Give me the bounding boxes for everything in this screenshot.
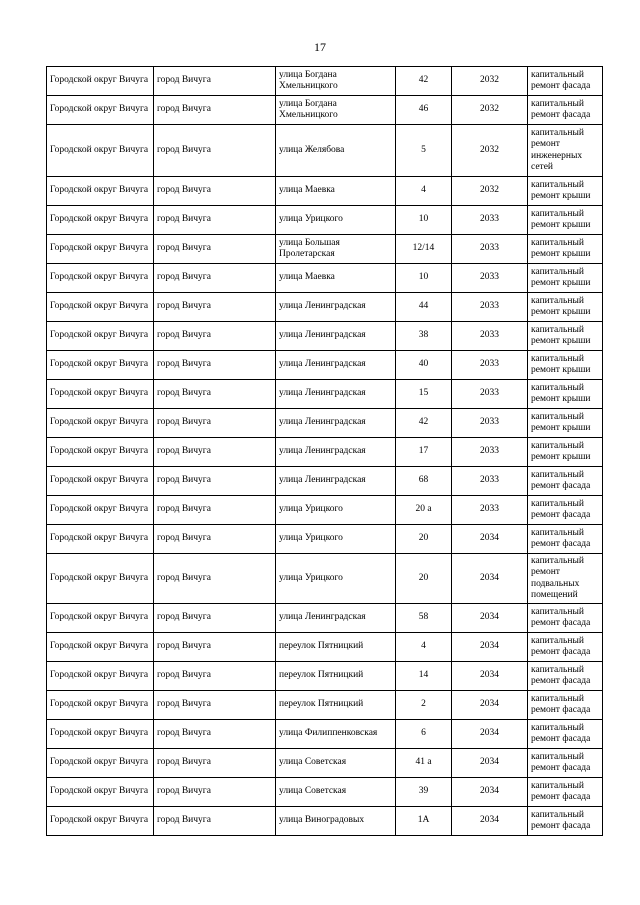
repair-schedule-table: [46, 66, 603, 836]
year-cell: 2034: [452, 720, 528, 749]
table-row: [47, 67, 603, 96]
year-cell: 2033: [452, 467, 528, 496]
house-number-cell: 42: [396, 67, 452, 96]
city-cell: город Вичуга: [154, 554, 276, 604]
city-cell: город Вичуга: [154, 351, 276, 380]
house-number-cell: 20: [396, 554, 452, 604]
table-row: [47, 554, 603, 604]
table-row: [47, 322, 603, 351]
work-type-cell: капитальный ремонт фасада: [528, 633, 603, 662]
house-number-cell: 4: [396, 177, 452, 206]
house-number-cell: 38: [396, 322, 452, 351]
house-number-cell: 12/14: [396, 235, 452, 264]
year-cell: 2034: [452, 554, 528, 604]
year-cell: 2033: [452, 380, 528, 409]
city-cell: город Вичуга: [154, 496, 276, 525]
table-row: [47, 662, 603, 691]
house-number-cell: 40: [396, 351, 452, 380]
municipality-cell: Городской округ Вичуга: [47, 778, 154, 807]
municipality-cell: Городской округ Вичуга: [47, 525, 154, 554]
house-number-cell: 10: [396, 206, 452, 235]
municipality-cell: Городской округ Вичуга: [47, 96, 154, 125]
municipality-cell: Городской округ Вичуга: [47, 206, 154, 235]
municipality-cell: Городской округ Вичуга: [47, 293, 154, 322]
street-cell: улица Советская: [276, 778, 396, 807]
table-row: [47, 778, 603, 807]
table-row: [47, 496, 603, 525]
street-cell: улица Ленинградская: [276, 438, 396, 467]
work-type-cell: капитальный ремонт крыши: [528, 293, 603, 322]
table-row: [47, 293, 603, 322]
house-number-cell: 20 а: [396, 496, 452, 525]
city-cell: город Вичуга: [154, 749, 276, 778]
city-cell: город Вичуга: [154, 604, 276, 633]
table-row: [47, 720, 603, 749]
street-cell: улица Ленинградская: [276, 467, 396, 496]
house-number-cell: 5: [396, 125, 452, 177]
city-cell: город Вичуга: [154, 409, 276, 438]
year-cell: 2033: [452, 409, 528, 438]
work-type-cell: капитальный ремонт крыши: [528, 235, 603, 264]
street-cell: улица Большая Пролетарская: [276, 235, 396, 264]
city-cell: город Вичуга: [154, 293, 276, 322]
city-cell: город Вичуга: [154, 67, 276, 96]
table-body: [47, 67, 603, 836]
work-type-cell: капитальный ремонт крыши: [528, 380, 603, 409]
house-number-cell: 6: [396, 720, 452, 749]
house-number-cell: 15: [396, 380, 452, 409]
street-cell: улица Советская: [276, 749, 396, 778]
table-row: [47, 264, 603, 293]
house-number-cell: 39: [396, 778, 452, 807]
work-type-cell: капитальный ремонт фасада: [528, 662, 603, 691]
municipality-cell: Городской округ Вичуга: [47, 322, 154, 351]
table-row: [47, 351, 603, 380]
street-cell: улица Ленинградская: [276, 409, 396, 438]
street-cell: улица Ленинградская: [276, 604, 396, 633]
year-cell: 2033: [452, 206, 528, 235]
work-type-cell: капитальный ремонт крыши: [528, 322, 603, 351]
work-type-cell: капитальный ремонт фасада: [528, 604, 603, 633]
city-cell: город Вичуга: [154, 691, 276, 720]
table-row: [47, 96, 603, 125]
street-cell: улица Филиппенковская: [276, 720, 396, 749]
work-type-cell: капитальный ремонт фасада: [528, 749, 603, 778]
municipality-cell: Городской округ Вичуга: [47, 438, 154, 467]
city-cell: город Вичуга: [154, 662, 276, 691]
municipality-cell: Городской округ Вичуга: [47, 67, 154, 96]
table-row: [47, 749, 603, 778]
table-row: [47, 235, 603, 264]
house-number-cell: 14: [396, 662, 452, 691]
municipality-cell: Городской округ Вичуга: [47, 749, 154, 778]
table-row: [47, 467, 603, 496]
work-type-cell: капитальный ремонт фасада: [528, 467, 603, 496]
house-number-cell: 1А: [396, 807, 452, 836]
work-type-cell: капитальный ремонт крыши: [528, 409, 603, 438]
house-number-cell: 4: [396, 633, 452, 662]
work-type-cell: капитальный ремонт фасада: [528, 496, 603, 525]
city-cell: город Вичуга: [154, 235, 276, 264]
year-cell: 2034: [452, 633, 528, 662]
table-row: [47, 409, 603, 438]
house-number-cell: 44: [396, 293, 452, 322]
street-cell: улица Виноградовых: [276, 807, 396, 836]
city-cell: город Вичуга: [154, 633, 276, 662]
street-cell: улица Маевка: [276, 264, 396, 293]
municipality-cell: Городской округ Вичуга: [47, 633, 154, 662]
table-row: [47, 807, 603, 836]
table-row: [47, 177, 603, 206]
city-cell: город Вичуга: [154, 380, 276, 409]
work-type-cell: капитальный ремонт фасада: [528, 807, 603, 836]
street-cell: переулок Пятницкий: [276, 691, 396, 720]
work-type-cell: капитальный ремонт инженерных сетей: [528, 125, 603, 177]
street-cell: улица Урицкого: [276, 525, 396, 554]
city-cell: город Вичуга: [154, 438, 276, 467]
house-number-cell: 2: [396, 691, 452, 720]
municipality-cell: Городской округ Вичуга: [47, 807, 154, 836]
year-cell: 2034: [452, 662, 528, 691]
house-number-cell: 46: [396, 96, 452, 125]
work-type-cell: капитальный ремонт крыши: [528, 206, 603, 235]
work-type-cell: капитальный ремонт крыши: [528, 351, 603, 380]
year-cell: 2032: [452, 67, 528, 96]
municipality-cell: Городской округ Вичуга: [47, 125, 154, 177]
street-cell: улица Ленинградская: [276, 351, 396, 380]
table-row: [47, 125, 603, 177]
page-number: 17: [314, 40, 326, 54]
street-cell: переулок Пятницкий: [276, 662, 396, 691]
municipality-cell: Городской округ Вичуга: [47, 662, 154, 691]
street-cell: улица Желябова: [276, 125, 396, 177]
table-row: [47, 604, 603, 633]
city-cell: город Вичуга: [154, 96, 276, 125]
city-cell: город Вичуга: [154, 525, 276, 554]
house-number-cell: 20: [396, 525, 452, 554]
year-cell: 2033: [452, 264, 528, 293]
work-type-cell: капитальный ремонт фасада: [528, 67, 603, 96]
municipality-cell: Городской округ Вичуга: [47, 264, 154, 293]
year-cell: 2033: [452, 438, 528, 467]
municipality-cell: Городской округ Вичуга: [47, 604, 154, 633]
municipality-cell: Городской округ Вичуга: [47, 177, 154, 206]
house-number-cell: 41 а: [396, 749, 452, 778]
year-cell: 2032: [452, 96, 528, 125]
work-type-cell: капитальный ремонт фасада: [528, 778, 603, 807]
municipality-cell: Городской округ Вичуга: [47, 351, 154, 380]
street-cell: улица Урицкого: [276, 554, 396, 604]
table-row: [47, 438, 603, 467]
municipality-cell: Городской округ Вичуга: [47, 720, 154, 749]
work-type-cell: капитальный ремонт крыши: [528, 264, 603, 293]
municipality-cell: Городской округ Вичуга: [47, 380, 154, 409]
house-number-cell: 10: [396, 264, 452, 293]
table-row: [47, 691, 603, 720]
street-cell: улица Богдана Хмельницкого: [276, 67, 396, 96]
year-cell: 2033: [452, 496, 528, 525]
house-number-cell: 17: [396, 438, 452, 467]
street-cell: переулок Пятницкий: [276, 633, 396, 662]
street-cell: улица Ленинградская: [276, 380, 396, 409]
street-cell: улица Ленинградская: [276, 293, 396, 322]
city-cell: город Вичуга: [154, 125, 276, 177]
table-row: [47, 380, 603, 409]
city-cell: город Вичуга: [154, 778, 276, 807]
municipality-cell: Городской округ Вичуга: [47, 554, 154, 604]
table-row: [47, 525, 603, 554]
work-type-cell: капитальный ремонт фасада: [528, 720, 603, 749]
city-cell: город Вичуга: [154, 264, 276, 293]
municipality-cell: Городской округ Вичуга: [47, 409, 154, 438]
work-type-cell: капитальный ремонт фасада: [528, 691, 603, 720]
municipality-cell: Городской округ Вичуга: [47, 691, 154, 720]
municipality-cell: Городской округ Вичуга: [47, 467, 154, 496]
year-cell: 2033: [452, 351, 528, 380]
municipality-cell: Городской округ Вичуга: [47, 496, 154, 525]
work-type-cell: капитальный ремонт фасада: [528, 525, 603, 554]
city-cell: город Вичуга: [154, 467, 276, 496]
year-cell: 2034: [452, 778, 528, 807]
house-number-cell: 68: [396, 467, 452, 496]
house-number-cell: 42: [396, 409, 452, 438]
year-cell: 2034: [452, 525, 528, 554]
year-cell: 2032: [452, 177, 528, 206]
year-cell: 2034: [452, 749, 528, 778]
municipality-cell: Городской округ Вичуга: [47, 235, 154, 264]
street-cell: улица Богдана Хмельницкого: [276, 96, 396, 125]
house-number-cell: 58: [396, 604, 452, 633]
city-cell: город Вичуга: [154, 206, 276, 235]
year-cell: 2033: [452, 293, 528, 322]
street-cell: улица Маевка: [276, 177, 396, 206]
table-row: [47, 206, 603, 235]
year-cell: 2033: [452, 322, 528, 351]
work-type-cell: капитальный ремонт фасада: [528, 96, 603, 125]
year-cell: 2034: [452, 604, 528, 633]
year-cell: 2033: [452, 235, 528, 264]
city-cell: город Вичуга: [154, 720, 276, 749]
work-type-cell: капитальный ремонт крыши: [528, 438, 603, 467]
year-cell: 2034: [452, 691, 528, 720]
city-cell: город Вичуга: [154, 177, 276, 206]
street-cell: улица Урицкого: [276, 206, 396, 235]
work-type-cell: капитальный ремонт подвальных помещений: [528, 554, 603, 604]
street-cell: улица Урицкого: [276, 496, 396, 525]
year-cell: 2034: [452, 807, 528, 836]
street-cell: улица Ленинградская: [276, 322, 396, 351]
city-cell: город Вичуга: [154, 322, 276, 351]
work-type-cell: капитальный ремонт крыши: [528, 177, 603, 206]
table-row: [47, 633, 603, 662]
city-cell: город Вичуга: [154, 807, 276, 836]
year-cell: 2032: [452, 125, 528, 177]
